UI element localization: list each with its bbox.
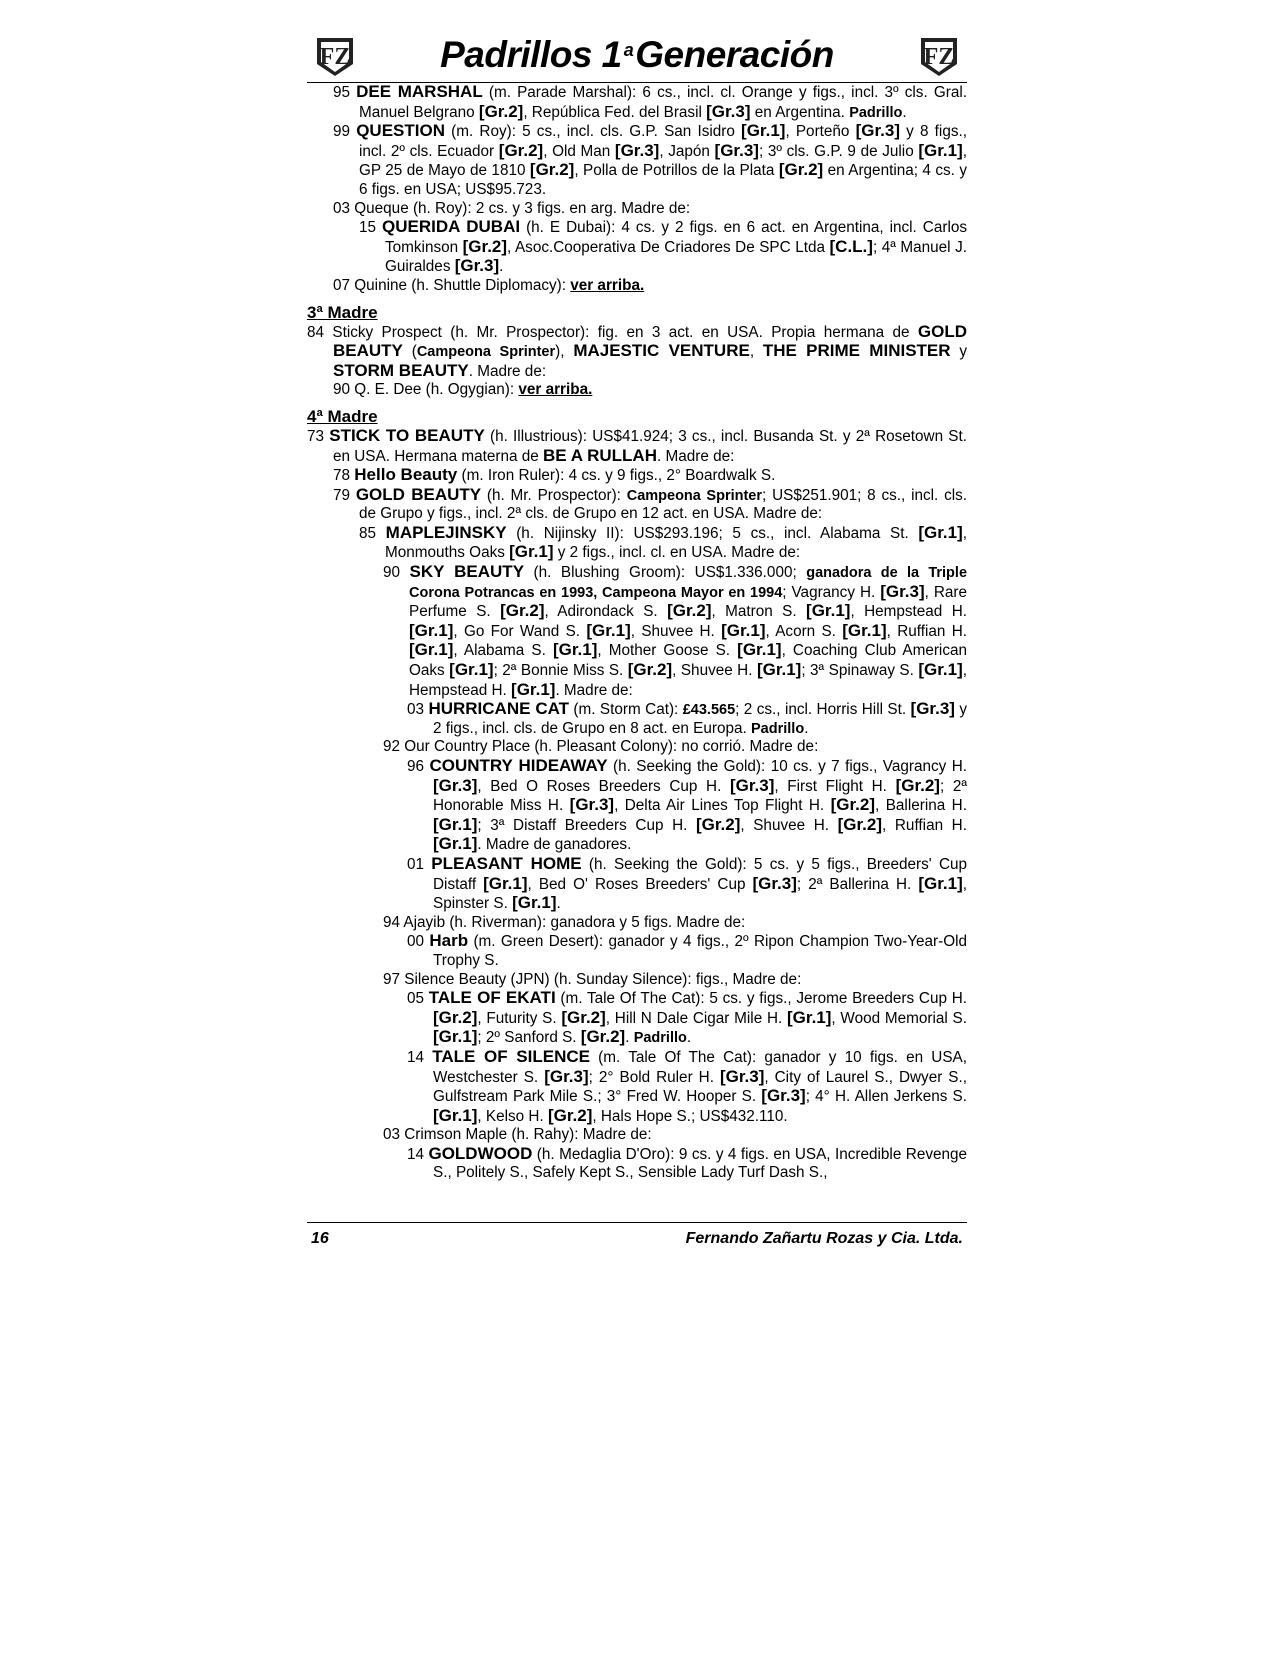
entry-text: Padrillo bbox=[751, 720, 805, 737]
entry-text: , Shuvee H. bbox=[630, 622, 722, 640]
entry-text: ), bbox=[555, 343, 574, 361]
bold-text: [Gr.2] bbox=[529, 160, 575, 180]
bold-text: TALE OF SILENCE bbox=[432, 1046, 590, 1066]
bold-text: [Gr.3] bbox=[910, 699, 955, 719]
page-footer bbox=[307, 1222, 967, 1247]
entry-text: , Delta Air Lines Top Flight H. bbox=[614, 797, 831, 815]
entry-text: ; 2° Bold Ruler H. bbox=[588, 1068, 720, 1086]
section-heading: 4ª Madre bbox=[307, 406, 378, 426]
bold-text: [Gr.3] bbox=[569, 795, 615, 815]
bold-text: [Gr.1] bbox=[842, 620, 887, 640]
entry-text: ; 2ª Bonnie Miss S. bbox=[493, 662, 628, 680]
entry-text: . bbox=[804, 719, 809, 737]
pedigree-entry bbox=[307, 757, 967, 855]
entry-text: , Coaching Club American Oaks bbox=[409, 642, 967, 680]
bold-text: [Gr.3] bbox=[761, 1086, 806, 1106]
bold-text: [Gr.1] bbox=[483, 873, 528, 893]
bold-text: QUERIDA DUBAI bbox=[382, 217, 521, 237]
entry-text: 78 bbox=[333, 467, 355, 485]
bold-text: THE PRIME MINISTER bbox=[762, 341, 951, 361]
section-heading: 3ª Madre bbox=[307, 302, 378, 322]
bold-text: [Gr.3] bbox=[752, 873, 797, 893]
entry-text: y 8 figs., incl. 2º cls. Ecuador bbox=[359, 123, 967, 160]
bold-text: [Gr.3] bbox=[544, 1066, 589, 1086]
entry-text: , Futurity S. bbox=[477, 1009, 562, 1027]
bold-text: [Gr.1] bbox=[433, 814, 478, 834]
entry-text: 07 Quinine (h. Shuttle Diplomacy): bbox=[333, 276, 571, 294]
entry-text: . Madre de: bbox=[656, 447, 735, 465]
bold-text: HURRICANE CAT bbox=[428, 699, 570, 719]
pedigree-entry bbox=[307, 971, 967, 990]
entry-text: , Acorn S. bbox=[765, 622, 843, 640]
entry-text: (m. Iron Ruler): 4 cs. y 9 figs., 2° Boardwalk S. bbox=[457, 467, 776, 485]
entry-text: , Porteño bbox=[785, 123, 856, 141]
bold-text: [Gr.2] bbox=[433, 1007, 478, 1027]
bold-text: [Gr.2] bbox=[695, 814, 741, 834]
entry-text: (m. Tale Of The Cat): ganador y 10 figs. en USA, Westchester S. bbox=[433, 1048, 968, 1086]
page-number: 16 bbox=[311, 1230, 329, 1247]
bold-text: [Gr.1] bbox=[756, 660, 802, 680]
pedigree-entry bbox=[307, 427, 967, 466]
cross-reference: ver arriba. bbox=[518, 381, 593, 399]
entry-text: . bbox=[556, 895, 561, 913]
entry-text: , Hempstead H. bbox=[850, 603, 968, 621]
bold-text: [Gr.2] bbox=[778, 160, 824, 180]
entry-text: , Polla de Potrillos de la Plata bbox=[574, 162, 779, 180]
bold-text: [Gr.1] bbox=[918, 140, 963, 160]
bold-text: [Gr.2] bbox=[561, 1007, 606, 1027]
entry-text: ; 2º Sanford S. bbox=[477, 1029, 581, 1047]
pedigree-entry bbox=[307, 855, 967, 914]
logo-icon bbox=[917, 34, 961, 78]
entry-text: (m. Storm Cat): bbox=[569, 701, 683, 719]
entry-text: Padrillo bbox=[849, 104, 903, 121]
pedigree-entry bbox=[307, 914, 967, 933]
bold-text: [Gr.3] bbox=[714, 140, 759, 160]
entry-text: (m. Tale Of The Cat): 5 cs. y figs., Jerome Breeders Cup H. bbox=[555, 990, 967, 1008]
entry-text: (h. Illustrious): US$41.924; 3 cs., incl. Busanda St. y 2ª Rosetown St. en USA. Hermana materna de bbox=[333, 427, 968, 465]
entry-text: en Argentina. bbox=[750, 103, 850, 121]
bold-text: Hello Beauty bbox=[354, 465, 458, 485]
bold-text: [Gr.1] bbox=[409, 640, 454, 660]
bold-text: [Gr.1] bbox=[737, 640, 782, 660]
entry-text: . Madre de ganadores. bbox=[477, 836, 632, 854]
bold-text: [Gr.3] bbox=[454, 256, 500, 276]
entry-text: 95 bbox=[333, 84, 357, 101]
bold-text: [Gr.1] bbox=[552, 640, 598, 660]
entry-text: ; 2ª Ballerina H. bbox=[796, 875, 919, 893]
bold-text: [Gr.1] bbox=[918, 522, 963, 542]
bold-text: [Gr.3] bbox=[706, 101, 751, 121]
entry-text: 96 bbox=[407, 758, 430, 775]
entry-text: . bbox=[902, 103, 907, 121]
entry-text: (h. E Dubai): 4 cs. y 2 figs. en 6 act. en Argentina, incl. Carlos Tomkinson bbox=[385, 219, 968, 256]
cross-reference: ver arriba. bbox=[570, 276, 645, 294]
bold-text: [Gr.1] bbox=[741, 121, 786, 141]
bold-text: GOLD BEAUTY bbox=[333, 321, 967, 361]
page bbox=[307, 30, 967, 1183]
entry-text: 03 Crimson Maple (h. Rahy): Madre de: bbox=[383, 1126, 652, 1144]
entry-text: ; 4° H. Allen Jerkens S. bbox=[805, 1088, 967, 1106]
entry-text: , Shuvee H. bbox=[672, 662, 757, 680]
entry-text: ; 4ª Manuel J. Guiraldes bbox=[385, 238, 967, 276]
entry-text: ganadora de la Triple Corona Potrancas en 1993, Campeona Mayor en 1994 bbox=[409, 565, 968, 601]
entry-text: (h. Mr. Prospector): bbox=[481, 486, 627, 504]
bold-text: [Gr.1] bbox=[512, 893, 557, 913]
entry-text: , Monmouths Oaks bbox=[385, 524, 968, 562]
entry-text: ; 3º cls. G.P. 9 de Julio bbox=[758, 142, 919, 160]
bold-text: [Gr.1] bbox=[586, 620, 631, 640]
entry-text: , Hals Hope S.; US$432.110. bbox=[592, 1107, 788, 1125]
pedigree-entry bbox=[307, 277, 967, 296]
entry-text: (m. Green Desert): ganador y 4 figs., 2º Ripon Champion Two-Year-Old Trophy S. bbox=[433, 933, 968, 969]
bold-text: BE A RULLAH bbox=[543, 445, 657, 465]
bold-text: [Gr.2] bbox=[498, 140, 544, 160]
pedigree-entry bbox=[307, 1145, 967, 1183]
entry-text: (h. Seeking the Gold): 10 cs. y 7 figs., Vagrancy H. bbox=[607, 758, 967, 775]
bold-text: STICK TO BEAUTY bbox=[329, 425, 485, 445]
entry-text: , Old Man bbox=[543, 142, 615, 160]
entry-text: 01 bbox=[407, 855, 432, 873]
entry-text: (h. Seeking the Gold): 5 cs. y 5 figs., Breeders' Cup Distaff bbox=[433, 855, 968, 893]
bold-text: [Gr.1] bbox=[409, 620, 454, 640]
bold-text: STORM BEAUTY bbox=[333, 360, 469, 380]
entry-text: ; 3ª Distaff Breeders Cup H. bbox=[477, 816, 696, 834]
entry-text: y bbox=[950, 343, 968, 361]
entry-text: 84 Sticky Prospect (h. Mr. Prospector): fig. en 3 act. en USA. Propia hermana de bbox=[307, 323, 918, 341]
pedigree-entry bbox=[307, 486, 967, 524]
entry-text: , Alabama S. bbox=[453, 642, 553, 660]
entry-text: (m. Roy): 5 cs., incl. cls. G.P. San Isidro bbox=[444, 123, 742, 141]
entry-text: , Hill N Dale Cigar Mile H. bbox=[605, 1009, 788, 1027]
bold-text: QUESTION bbox=[356, 121, 445, 141]
bold-text: MAPLEJINSKY bbox=[385, 522, 507, 542]
entry-text: (m. Parade Marshal): 6 cs., incl. cl. Orange y figs., incl. 3º cls. Gral. Manuel Belgrano bbox=[359, 84, 967, 121]
pedigree-entry bbox=[307, 1126, 967, 1145]
entry-text: ( bbox=[402, 343, 417, 361]
entry-text: y 2 figs., incl. cls. de Grupo en 8 act. en Europa. bbox=[433, 701, 968, 737]
pedigree-entry bbox=[307, 466, 967, 486]
pedigree-entry bbox=[307, 200, 967, 219]
pedigree-entry bbox=[307, 563, 967, 700]
entry-text: £43.565 bbox=[682, 702, 736, 719]
pedigree-entry bbox=[307, 122, 967, 199]
entry-text: ; Vagrancy H. bbox=[782, 583, 881, 601]
bold-text: [Gr.2] bbox=[837, 814, 883, 834]
entry-text: 03 bbox=[407, 701, 429, 719]
entry-text: 97 Silence Beauty (JPN) (h. Sunday Silence): figs., Madre de: bbox=[383, 970, 802, 988]
pedigree-entry bbox=[307, 524, 967, 563]
bold-text: [Gr.3] bbox=[719, 1066, 765, 1086]
entry-text: 79 bbox=[333, 486, 356, 504]
entry-text: 90 Q. E. Dee (h. Ogygian): bbox=[333, 381, 519, 399]
entry-text: , República Fed. del Brasil bbox=[523, 103, 707, 121]
entry-text: . Madre de: bbox=[468, 362, 547, 380]
publisher: Fernando Zañartu Rozas y Cia. Ltda. bbox=[685, 1230, 963, 1247]
entry-text: , Kelso H. bbox=[477, 1107, 548, 1125]
entry-text: , City of Laurel S., Dwyer S., Gulfstream Park Mile S.; 3° Fred W. Hooper S. bbox=[433, 1068, 968, 1106]
entry-text: (h. Medaglia D'Oro): 9 cs. y 4 figs. en USA, Incredible Revenge S., Politely S., Safely Kept S., Sensible Lady Turf Dash S., bbox=[433, 1145, 968, 1182]
svg-text:FZ: FZ bbox=[923, 44, 955, 70]
entry-text: 14 bbox=[407, 1048, 433, 1066]
bold-text: [Gr.1] bbox=[433, 1105, 478, 1125]
bold-text: [Gr.2] bbox=[462, 236, 508, 256]
bold-text: DEE MARSHAL bbox=[356, 82, 483, 101]
entry-text: 73 bbox=[307, 427, 330, 445]
footer-rule bbox=[307, 1222, 967, 1223]
bold-text: [Gr.2] bbox=[830, 795, 876, 815]
bold-text: [Gr.1] bbox=[433, 834, 478, 854]
page-header bbox=[307, 30, 967, 82]
pedigree-entry bbox=[307, 381, 967, 400]
entry-text: 90 bbox=[383, 564, 410, 582]
bold-text: [Gr.3] bbox=[880, 581, 925, 601]
bold-text: [Gr.2] bbox=[478, 101, 524, 121]
bold-text: [Gr.1] bbox=[918, 873, 963, 893]
entry-text: 94 Ajayib (h. Riverman): ganadora y 5 figs. Madre de: bbox=[383, 913, 746, 931]
bold-text: [Gr.1] bbox=[806, 601, 851, 621]
entry-text: Campeona Sprinter bbox=[626, 487, 763, 504]
bold-text: [Gr.3] bbox=[433, 775, 478, 795]
bold-text: [Gr.3] bbox=[855, 121, 901, 141]
bold-text: [Gr.2] bbox=[547, 1105, 593, 1125]
bold-text: PLEASANT HOME bbox=[431, 853, 582, 873]
bold-text: [Gr.2] bbox=[667, 601, 712, 621]
entry-text: , Bed O' Roses Breeders' Cup bbox=[527, 875, 753, 893]
bold-text: [Gr.2] bbox=[580, 1027, 626, 1047]
entry-text: ; 2ª Honorable Miss H. bbox=[433, 777, 968, 815]
pedigree-entry bbox=[307, 700, 967, 738]
entry-text: Campeona Sprinter bbox=[416, 344, 556, 361]
entry-text: , Shuvee H. bbox=[740, 816, 838, 834]
entry-text: , Mother Goose S. bbox=[597, 642, 738, 660]
bold-text: COUNTRY HIDEAWAY bbox=[429, 756, 608, 775]
entry-text: 05 bbox=[407, 990, 429, 1008]
bold-text: [Gr.2] bbox=[895, 775, 940, 795]
entry-text: , Ruffian H. bbox=[882, 816, 967, 834]
pedigree-entry bbox=[307, 218, 967, 277]
entry-text: , bbox=[749, 343, 763, 361]
entry-text: , Rare Perfume S. bbox=[409, 583, 967, 621]
bold-text: [Gr.1] bbox=[511, 679, 556, 699]
entry-text: , First Flight H. bbox=[774, 777, 896, 795]
pedigree-text bbox=[307, 83, 967, 1183]
entry-text: 99 bbox=[333, 123, 357, 141]
entry-text: . bbox=[686, 1029, 692, 1047]
pedigree-entry bbox=[307, 932, 967, 970]
entry-text: 15 bbox=[359, 219, 383, 237]
entry-text: , GP 25 de Mayo de 1810 bbox=[359, 142, 967, 180]
entry-text: , Asoc.Cooperativa De Criadores De SPC Ltda bbox=[507, 238, 830, 256]
bold-text: [Gr.2] bbox=[627, 660, 673, 680]
bold-text: GOLDWOOD bbox=[428, 1143, 533, 1163]
entry-text: , Ruffian H. bbox=[886, 622, 967, 640]
entry-text: . bbox=[625, 1029, 634, 1047]
entry-text: , Adirondack S. bbox=[544, 603, 668, 621]
pedigree-entry bbox=[307, 323, 967, 382]
entry-text: , Ballerina H. bbox=[875, 797, 967, 815]
entry-text: , Wood Memorial S. bbox=[831, 1009, 967, 1027]
entry-text: , Hempstead H. bbox=[409, 662, 967, 699]
pedigree-entry bbox=[307, 989, 967, 1048]
svg-text:FZ: FZ bbox=[319, 44, 351, 70]
bold-text: [Gr.2] bbox=[500, 601, 545, 621]
bold-text: [Gr.1] bbox=[721, 620, 766, 640]
entry-text: ; US$251.901; 8 cs., incl. cls. de Grupo y figs., incl. 2ª cls. de Grupo en 12 act. en USA. Madre de: bbox=[359, 486, 968, 523]
page-title: Padrillos 1 $^a$Generación bbox=[440, 34, 834, 75]
entry-text: ; 3ª Spinaway S. bbox=[801, 662, 919, 680]
bold-text: [Gr.1] bbox=[787, 1007, 832, 1027]
bold-text: [Gr.1] bbox=[509, 542, 554, 562]
entry-text: 85 bbox=[359, 524, 386, 542]
entry-text: Padrillo bbox=[633, 1030, 687, 1047]
entry-text: 14 bbox=[407, 1145, 429, 1163]
entry-text: , Go For Wand S. bbox=[453, 622, 587, 640]
entry-text: 92 Our Country Place (h. Pleasant Colony): no corrió. Madre de: bbox=[383, 738, 819, 756]
pedigree-entry bbox=[307, 1048, 967, 1126]
entry-text: 00 bbox=[407, 933, 430, 951]
entry-text: , Japón bbox=[659, 142, 715, 160]
entry-text: . bbox=[499, 258, 504, 276]
pedigree-entry bbox=[307, 738, 967, 757]
entry-text: , Matron S. bbox=[711, 603, 807, 621]
bold-text: Harb bbox=[429, 931, 469, 951]
entry-text: . Madre de: bbox=[555, 681, 633, 699]
bold-text: [C.L.] bbox=[829, 236, 873, 256]
bold-text: [Gr.1] bbox=[449, 660, 494, 680]
bold-text: GOLD BEAUTY bbox=[355, 484, 482, 504]
entry-text: (h. Nijinsky II): US$293.196; 5 cs., incl. Alabama St. bbox=[506, 524, 919, 542]
bold-text: [Gr.3] bbox=[614, 140, 660, 160]
entry-text: 03 Queque (h. Roy): 2 cs. y 3 figs. en arg. Madre de: bbox=[333, 199, 691, 217]
entry-text: y 2 figs., incl. cl. en USA. Madre de: bbox=[553, 544, 801, 562]
entry-text: en Argentina; 4 cs. y 6 figs. en USA; US$95.723. bbox=[359, 162, 967, 198]
pedigree-entry bbox=[307, 83, 967, 122]
entry-text: , Spinster S. bbox=[433, 875, 967, 913]
bold-text: TALE OF EKATI bbox=[428, 988, 556, 1008]
entry-text: ; 2 cs., incl. Horris Hill St. bbox=[735, 701, 911, 719]
bold-text: SKY BEAUTY bbox=[409, 562, 525, 582]
bold-text: [Gr.1] bbox=[918, 660, 963, 680]
entry-text: (h. Blushing Groom): US$1.336.000; bbox=[524, 564, 807, 582]
bold-text: [Gr.1] bbox=[433, 1027, 478, 1047]
bold-text: [Gr.3] bbox=[729, 775, 775, 795]
bold-text: MAJESTIC VENTURE bbox=[573, 341, 750, 361]
entry-text: , Bed O Roses Breeders Cup H. bbox=[477, 777, 730, 795]
